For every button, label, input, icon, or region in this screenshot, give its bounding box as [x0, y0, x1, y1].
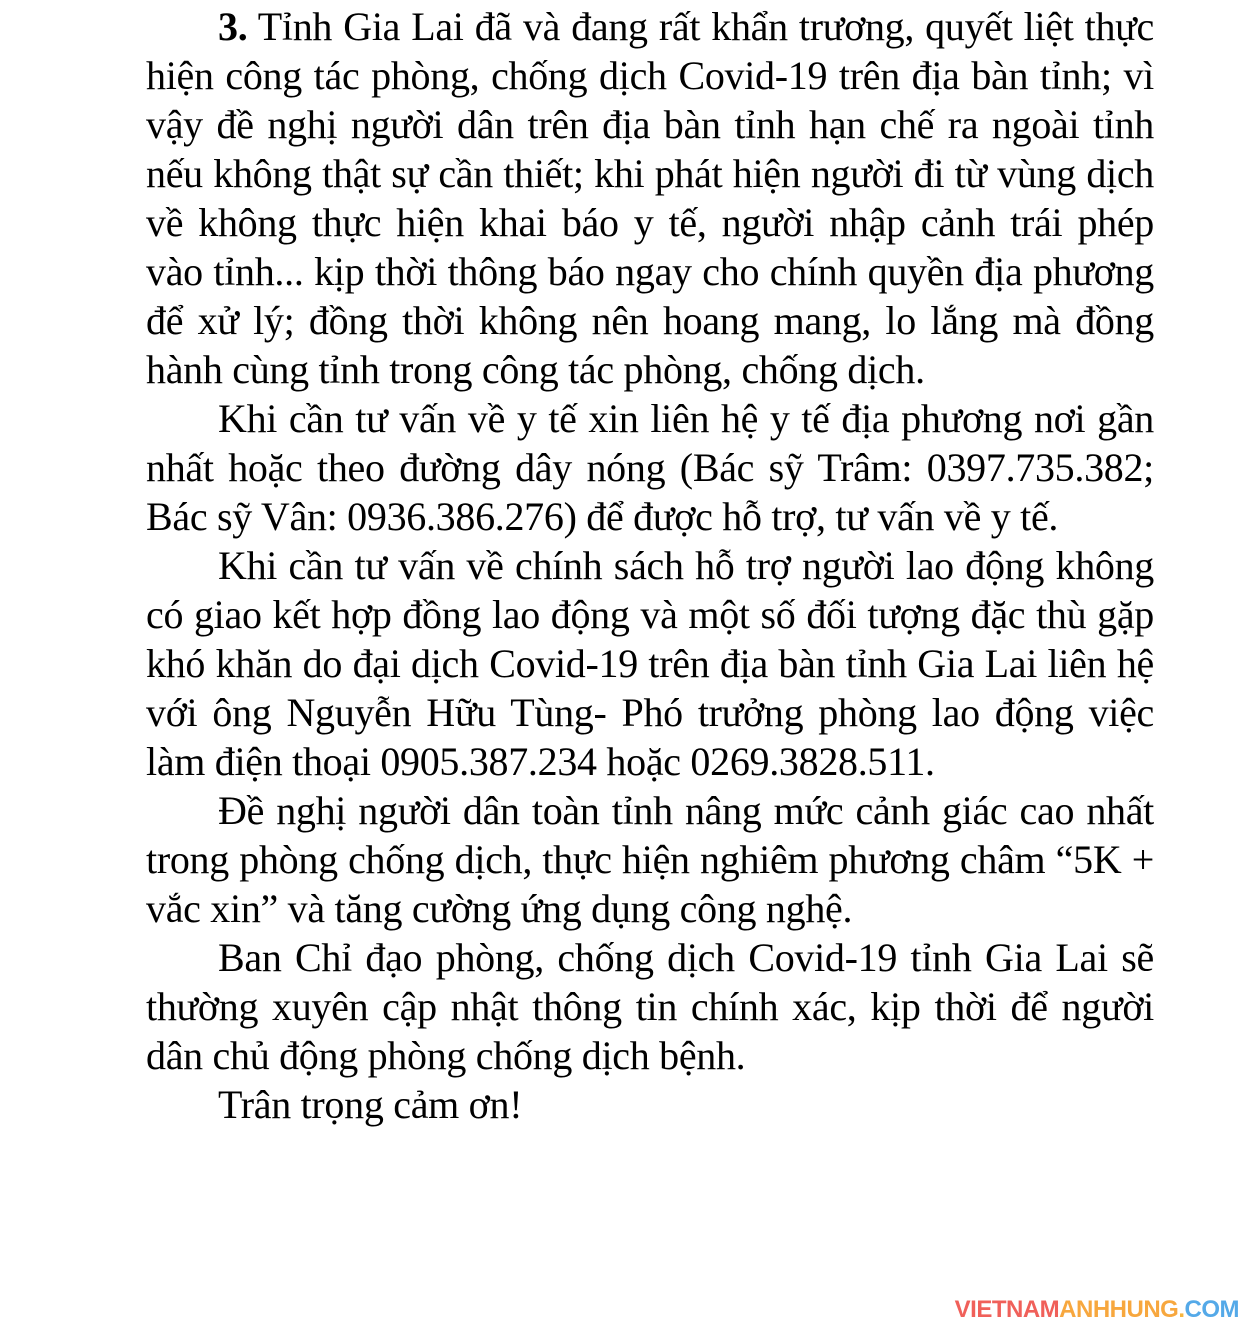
paragraph: Khi cần tư vấn về chính sách hỗ trợ người lao động không có giao kết hợp đồng lao động và một số đối tượng đặc thù gặp khó khăn do đại dịch Covid-19 trên địa bàn tỉnh Gia Lai liên hệ với ông Nguyễn Hữu Tùng- Phó trưởng phòng lao động việc làm điện thoại 0905.387.234 hoặc 0269.3828.511. [146, 543, 1154, 784]
paragraph: Khi cần tư vấn về y tế xin liên hệ y tế địa phương nơi gần nhất hoặc theo đường dây nóng (Bác sỹ Trâm: 0397.735.382; Bác sỹ Vân: 0936.386.276) để được hỗ trợ, tư vấn về y tế. [146, 396, 1154, 539]
paragraph: Trân trọng cảm ơn! [218, 1082, 523, 1127]
document-body [146, 2, 1154, 1129]
watermark-segment: COM [1184, 1296, 1239, 1323]
paragraph-number: 3. [218, 4, 248, 49]
watermark-segment: . [1178, 1296, 1185, 1323]
watermark-segment: ANHHUNG [1059, 1296, 1179, 1323]
paragraph: Đề nghị người dân toàn tỉnh nâng mức cảnh giác cao nhất trong phòng chống dịch, thực hiện nghiêm phương châm “5K + vắc xin” và tăng cường ứng dụng công nghệ. [146, 788, 1154, 931]
watermark-segment: VIETNAM [954, 1296, 1060, 1323]
paragraph: 3. Tỉnh Gia Lai đã và đang rất khẩn trương, quyết liệt thực hiện công tác phòng, chống dịch Covid-19 trên địa bàn tỉnh; vì vậy đề nghị người dân trên địa bàn tỉnh hạn chế ra ngoài tỉnh nếu không thật sự cần thiết; khi phát hiện người đi từ vùng dịch về không thực hiện khai báo y tế, người nhập cảnh trái phép vào tỉnh... kịp thời thông báo ngay cho chính quyền địa phương để xử lý; đồng thời không nên hoang mang, lo lắng mà đồng hành cùng tỉnh trong công tác phòng, chống dịch. [146, 4, 1154, 392]
paragraph: Ban Chỉ đạo phòng, chống dịch Covid-19 tỉnh Gia Lai sẽ thường xuyên cập nhật thông tin chính xác, kịp thời để người dân chủ động phòng chống dịch bệnh. [146, 935, 1154, 1078]
watermark-logo [955, 1296, 1239, 1324]
